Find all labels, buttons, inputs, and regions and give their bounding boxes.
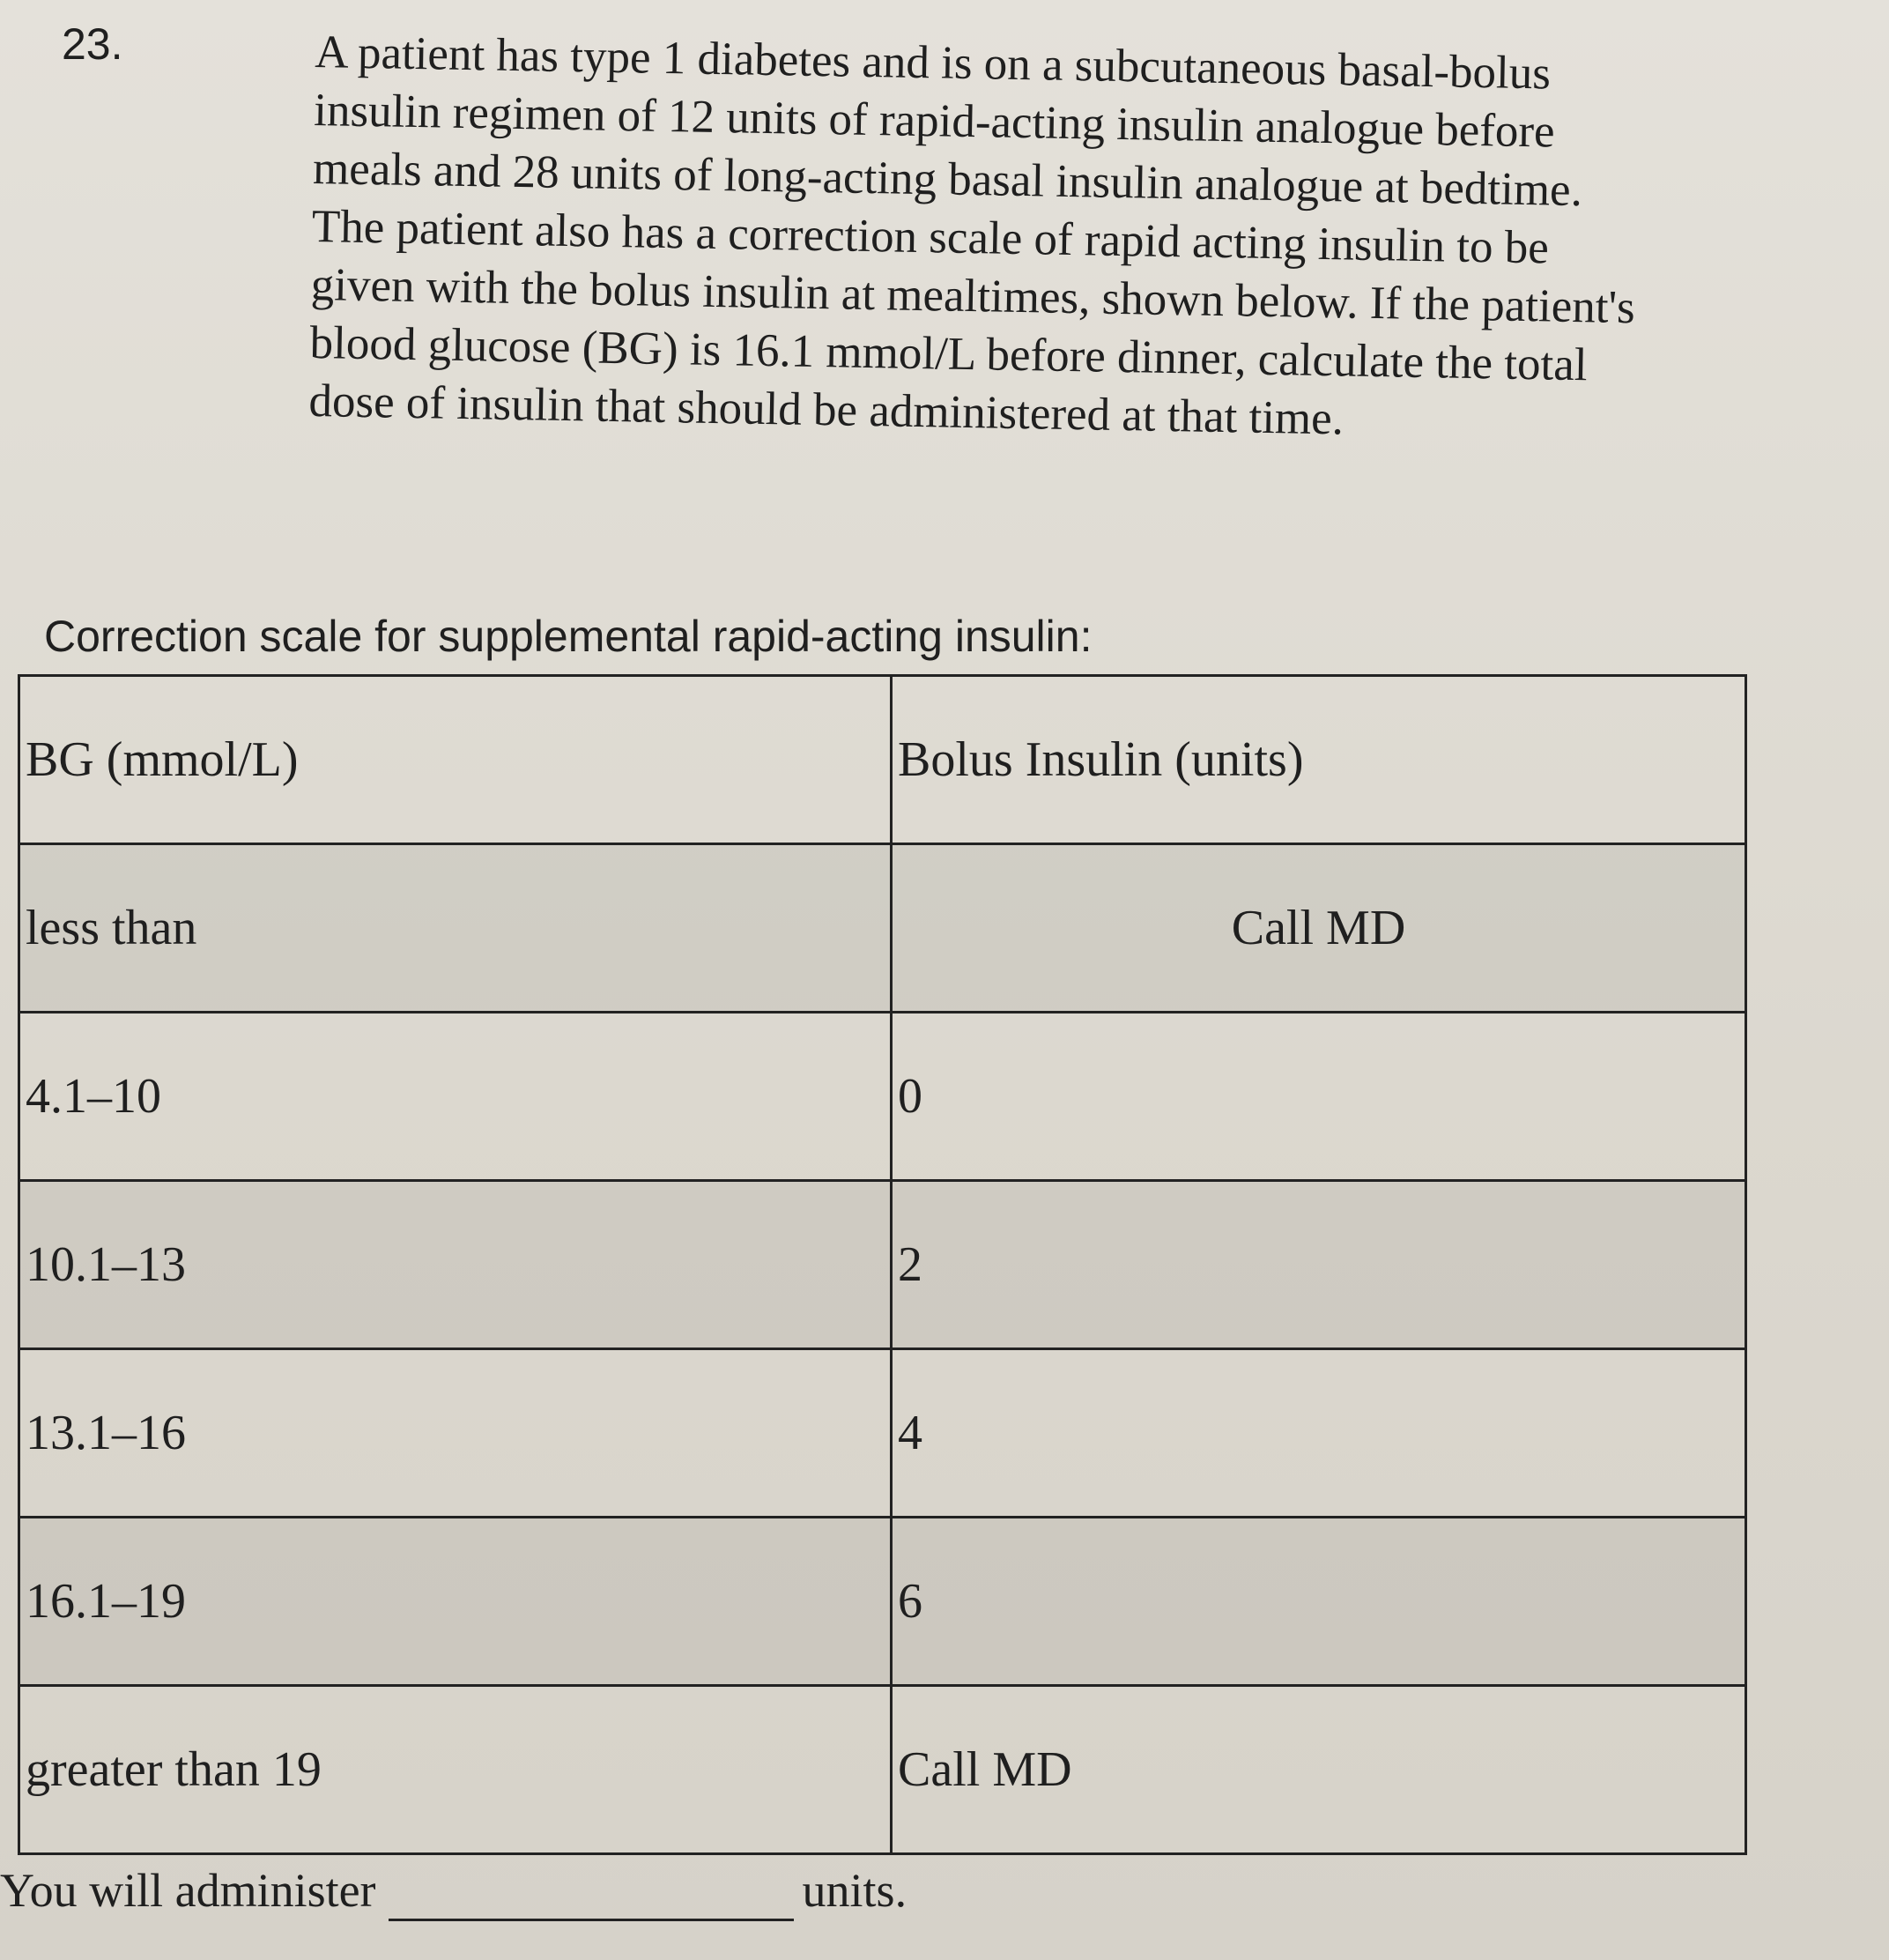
question-line: given with the bolus insulin at mealtimes, shown below. If the patient's	[310, 258, 1636, 334]
table-row	[19, 1518, 1746, 1686]
question-line: meals and 28 units of long-acting basal insulin analogue at bedtime.	[312, 142, 1583, 217]
question-line: dose of insulin that should be administered at that time.	[308, 375, 1345, 445]
question-line: A patient has type 1 diabetes and is on a subcutaneous basal-bolus	[314, 26, 1552, 100]
question-line: The patient also has a correction scale of rapid acting insulin to be	[311, 200, 1550, 274]
bg-range-cell: less than	[19, 844, 892, 1013]
table-row	[19, 1686, 1746, 1854]
answer-blank[interactable]	[389, 1878, 794, 1921]
question-number: 23.	[62, 19, 123, 69]
table-row	[19, 1181, 1746, 1349]
bolus-cell: 0	[892, 1013, 1746, 1181]
table-row	[19, 844, 1746, 1013]
correction-scale-table	[18, 674, 1747, 1855]
bolus-cell: 6	[892, 1518, 1746, 1686]
bg-range-cell: 13.1–16	[19, 1349, 892, 1518]
question-line: insulin regimen of 12 units of rapid-acting insulin analogue before	[313, 84, 1556, 158]
bg-range-cell: 16.1–19	[19, 1518, 892, 1686]
bg-range-cell: greater than 19	[19, 1686, 892, 1854]
answer-prefix: You will administer	[0, 1864, 376, 1917]
bolus-cell: Call MD	[892, 1686, 1746, 1854]
bg-range-cell: 4.1–10	[19, 1013, 892, 1181]
table-row	[19, 1013, 1746, 1181]
bg-range-cell: 10.1–13	[19, 1181, 892, 1349]
table-caption: Correction scale for supplemental rapid-acting insulin:	[44, 612, 1093, 661]
answer-suffix: units.	[802, 1864, 907, 1917]
header-bolus: Bolus Insulin (units)	[892, 676, 1746, 844]
bolus-cell: 4	[892, 1349, 1746, 1518]
bolus-cell: Call MD	[892, 844, 1746, 1013]
table-row	[19, 1349, 1746, 1518]
bolus-cell: 2	[892, 1181, 1746, 1349]
table-header-row	[19, 676, 1746, 844]
question-text	[308, 23, 1760, 456]
question-line: blood glucose (BG) is 16.1 mmol/L before dinner, calculate the total	[309, 316, 1589, 391]
answer-line	[0, 1860, 907, 1921]
header-bg: BG (mmol/L)	[19, 676, 892, 844]
